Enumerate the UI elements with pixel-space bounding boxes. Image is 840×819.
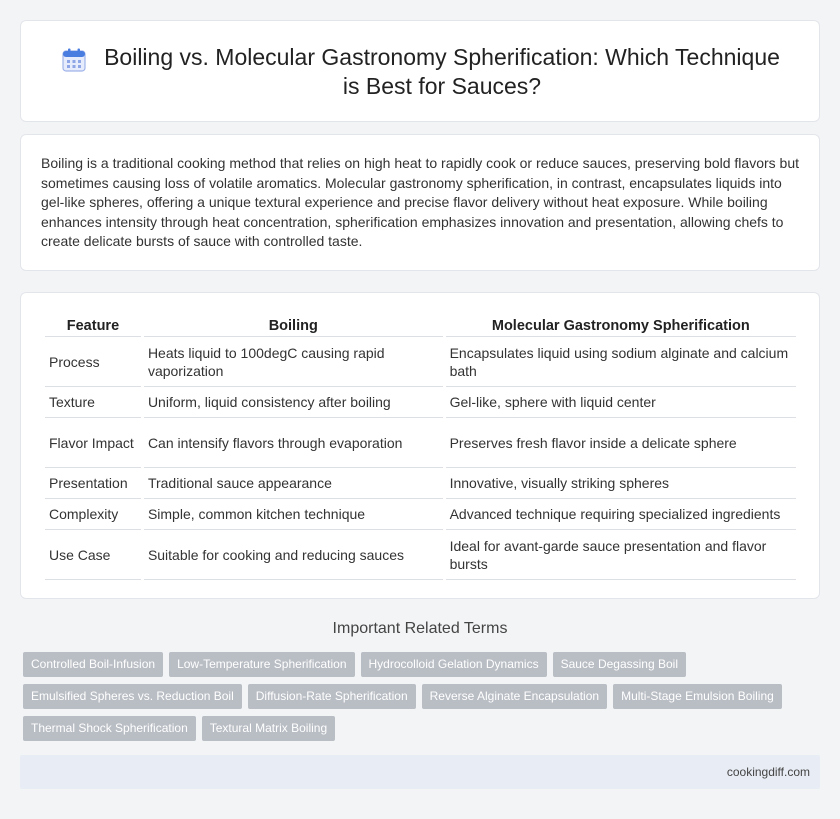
related-terms-heading: Important Related Terms <box>332 620 508 637</box>
related-term-tag[interactable]: Thermal Shock Spherification <box>23 716 196 741</box>
cell-feature: Use Case <box>45 530 141 580</box>
cell-boiling: Can intensify flavors through evaporation <box>144 418 443 468</box>
table-row <box>45 418 796 468</box>
related-term-tag[interactable]: Sauce Degassing Boil <box>553 652 686 677</box>
table-row <box>45 387 796 418</box>
header-boiling: Boiling <box>144 313 443 337</box>
related-term-tag[interactable]: Low-Temperature Spherification <box>169 652 354 677</box>
footer <box>20 755 820 789</box>
cell-feature: Complexity <box>45 499 141 530</box>
cell-spherification: Ideal for avant-garde sauce presentation and flavor bursts <box>446 530 796 580</box>
related-term-tag[interactable]: Hydrocolloid Gelation Dynamics <box>361 652 547 677</box>
cell-spherification: Preserves fresh flavor inside a delicate sphere <box>446 418 796 468</box>
header-spherification: Molecular Gastronomy Spherification <box>446 313 796 337</box>
cell-spherification: Gel-like, sphere with liquid center <box>446 387 796 418</box>
cell-boiling: Suitable for cooking and reducing sauces <box>144 530 443 580</box>
cell-spherification: Advanced technique requiring specialized ingredients <box>446 499 796 530</box>
page-title: Boiling vs. Molecular Gastronomy Spherification: Which Technique is Best for Sauces? <box>104 44 780 99</box>
related-term-tag[interactable]: Reverse Alginate Encapsulation <box>422 684 607 709</box>
table-row <box>45 499 796 530</box>
related-term-tag[interactable]: Emulsified Spheres vs. Reduction Boil <box>23 684 242 709</box>
related-term-tag[interactable]: Textural Matrix Boiling <box>202 716 335 741</box>
intro-card <box>20 134 820 271</box>
cell-feature: Presentation <box>45 468 141 499</box>
table-row <box>45 468 796 499</box>
cell-spherification: Innovative, visually striking spheres <box>446 468 796 499</box>
table-row <box>45 337 796 387</box>
related-term-tag[interactable]: Multi-Stage Emulsion Boiling <box>613 684 782 709</box>
cell-spherification: Encapsulates liquid using sodium alginate and calcium bath <box>446 337 796 387</box>
header-feature: Feature <box>45 313 141 337</box>
calendar-icon <box>61 47 87 73</box>
header-card <box>20 20 820 122</box>
cell-boiling: Uniform, liquid consistency after boiling <box>144 387 443 418</box>
cell-feature: Process <box>45 337 141 387</box>
related-term-tag[interactable]: Controlled Boil-Infusion <box>23 652 163 677</box>
cell-feature: Flavor Impact <box>45 418 141 468</box>
table-header-row <box>45 313 796 337</box>
footer-site-link[interactable]: cookingdiff.com <box>726 765 810 779</box>
table-row <box>45 530 796 580</box>
related-terms-list <box>23 652 813 741</box>
cell-feature: Texture <box>45 387 141 418</box>
cell-boiling: Traditional sauce appearance <box>144 468 443 499</box>
related-term-tag[interactable]: Diffusion-Rate Spherification <box>248 684 416 709</box>
comparison-table <box>42 313 799 580</box>
comparison-table-card <box>20 292 820 599</box>
cell-boiling: Heats liquid to 100degC causing rapid vaporization <box>144 337 443 387</box>
cell-boiling: Simple, common kitchen technique <box>144 499 443 530</box>
intro-paragraph: Boiling is a traditional cooking method that relies on high heat to rapidly cook or reduce sauces, preserving bold flavors but sometimes causing loss of volatile aromatics. Molecular gastronomy spherification, in contrast, encapsulates liquids into gel-like spheres, offering a unique textural experience and precise flavor delivery without heat exposure. While boiling enhances intensity through heat concentration, spherification emphasizes innovation and presentation, allowing chefs to create delicate bursts of sauce with controlled taste. <box>41 155 799 249</box>
